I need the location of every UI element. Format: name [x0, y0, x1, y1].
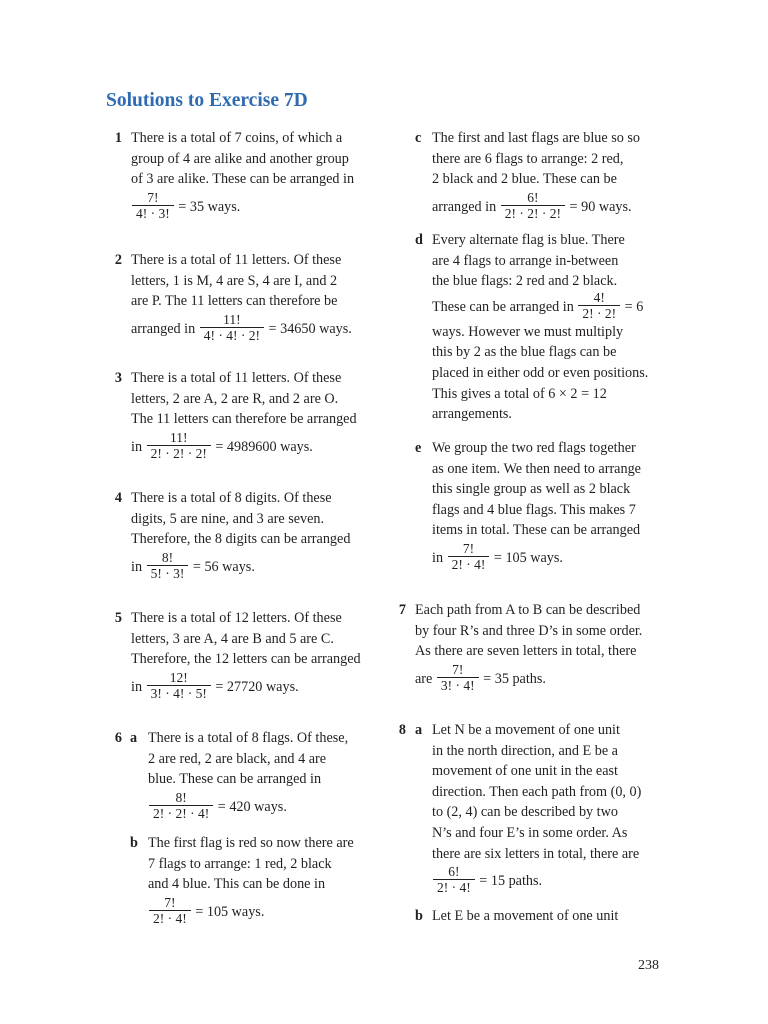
- solution-text: [131, 488, 350, 584]
- fraction-denominator: 2! · 2!: [578, 305, 620, 321]
- solution-text: [131, 128, 354, 224]
- question-number: 7: [398, 602, 406, 618]
- text-line: Therefore, the 12 letters can be arranged: [131, 651, 361, 668]
- fraction-numerator: 12!: [169, 670, 188, 686]
- text-line: this single group as well as 2 black: [432, 481, 631, 498]
- text-line: there are 6 flags to arrange: 2 red,: [432, 150, 624, 167]
- part-letter: b: [130, 835, 138, 851]
- part-letter: e: [415, 440, 422, 456]
- text-line: of 3 are alike. These can be arranged in: [131, 171, 355, 188]
- fraction-numerator: 6!: [527, 190, 539, 206]
- text-line: There is a total of 12 letters. Of these: [131, 610, 342, 626]
- math-prefix: in: [432, 549, 444, 566]
- math-expression: [131, 312, 352, 346]
- question-number: 1: [114, 130, 122, 146]
- page-number: 238: [638, 958, 659, 973]
- solution-text: [131, 250, 352, 346]
- text-line: 2 are red, 2 are black, and 4 are: [148, 750, 327, 767]
- fraction-denominator: 2! · 2! · 4!: [149, 805, 213, 821]
- solution-text: [432, 720, 641, 898]
- text-line: direction. Then each path from (0, 0): [432, 783, 642, 800]
- math-result: = 105 ways.: [195, 903, 265, 920]
- text-line: to (2, 4) can be described by two: [432, 804, 618, 821]
- text-line: placed in either odd or even positions.: [432, 364, 649, 381]
- text-line: Therefore, the 8 digits can be arranged: [131, 531, 351, 548]
- fraction: [147, 550, 189, 581]
- fraction-denominator: 4! · 4! · 2!: [200, 327, 264, 343]
- text-line: There is a total of 11 letters. Of these: [131, 252, 342, 268]
- math-result: = 105 ways.: [493, 549, 563, 566]
- fraction: [147, 670, 211, 701]
- math-expression: [131, 430, 357, 464]
- math-prefix: are: [415, 670, 433, 687]
- text-line: items in total. These can be arranged: [432, 522, 641, 539]
- fraction-numerator: 11!: [169, 430, 188, 446]
- fraction-numerator: 4!: [593, 290, 605, 306]
- text-line: There is a total of 7 coins, of which a: [131, 130, 343, 146]
- fraction: [149, 790, 213, 821]
- fraction: [149, 895, 191, 926]
- fraction: [448, 541, 490, 572]
- fraction-numerator: 7!: [452, 662, 464, 678]
- text-line: in the north direction, and E be a: [432, 742, 618, 759]
- text-line: movement of one unit in the east: [432, 763, 618, 780]
- text-line: and 4 blue. This can be done in: [148, 876, 326, 893]
- fraction: [147, 430, 211, 461]
- math-prefix: These can be arranged in: [432, 298, 574, 315]
- math-result: = 56 ways.: [192, 558, 255, 575]
- fraction-denominator: 3! · 4! · 5!: [147, 685, 211, 701]
- text-line: this by 2 as the blue flags can be: [432, 344, 617, 361]
- solution-text: [131, 608, 361, 704]
- fraction-numerator: 6!: [448, 864, 460, 880]
- text-line: letters, 3 are A, 4 are B and 5 are C.: [131, 630, 334, 647]
- text-line: digits, 5 are nine, and 3 are seven.: [131, 510, 325, 527]
- text-line: arrangements.: [432, 406, 512, 423]
- math-result: = 90 ways.: [569, 198, 632, 215]
- solution-text: [432, 906, 618, 927]
- part-letter: c: [415, 130, 422, 146]
- solution-text: [432, 230, 648, 425]
- solution-text: [432, 128, 640, 224]
- text-line: The 11 letters can therefore be arranged: [131, 411, 357, 428]
- fraction: [578, 290, 620, 321]
- math-result: = 27720 ways.: [215, 678, 299, 695]
- text-line: There is a total of 11 letters. Of these: [131, 370, 342, 386]
- text-line: The first and last flags are blue so so: [432, 130, 641, 146]
- math-prefix: arranged in: [432, 198, 497, 215]
- question-number: 8: [398, 722, 406, 738]
- fraction: [501, 190, 565, 221]
- solution-text: [148, 728, 348, 824]
- math-expression: [131, 670, 361, 704]
- text-line: Let N be a movement of one unit: [432, 722, 620, 738]
- part-letter: d: [415, 232, 423, 248]
- fraction-denominator: 3! · 4!: [437, 677, 479, 693]
- part-letter: b: [415, 908, 423, 924]
- fraction-denominator: 2! · 2! · 2!: [147, 445, 211, 461]
- text-line: as one item. We then need to arrange: [432, 460, 641, 477]
- fraction-numerator: 8!: [161, 550, 174, 566]
- text-line: blue. These can be arranged in: [148, 771, 322, 788]
- text-line: are 4 flags to arrange in-between: [432, 252, 619, 269]
- text-line: 2 black and 2 blue. These can be: [432, 171, 617, 188]
- question-number: 5: [114, 610, 122, 626]
- fraction-numerator: 7!: [147, 190, 159, 206]
- fraction-numerator: 7!: [164, 895, 176, 911]
- fraction-denominator: 2! · 4!: [149, 910, 191, 926]
- math-expression: [148, 895, 354, 929]
- math-prefix: arranged in: [131, 320, 196, 337]
- math-expression: [131, 550, 350, 584]
- text-line: ways. However we must multiply: [432, 323, 624, 340]
- text-line: N’s and four E’s in some order. As: [432, 824, 628, 841]
- math-expression: [432, 190, 640, 224]
- math-expression: [432, 864, 641, 898]
- text-line: We group the two red flags together: [432, 440, 636, 456]
- text-line: The first flag is red so now there are: [148, 835, 354, 851]
- text-line: there are six letters in total, there are: [432, 845, 640, 862]
- text-line: flags and 4 blue flags. This makes 7: [432, 501, 636, 518]
- fraction-numerator: 11!: [223, 312, 241, 328]
- question-number: 4: [114, 490, 122, 506]
- fraction-denominator: 2! · 4!: [448, 556, 490, 572]
- math-expression: [432, 292, 648, 322]
- fraction-denominator: 5! · 3!: [147, 565, 189, 581]
- text-line: There is a total of 8 digits. Of these: [131, 490, 332, 506]
- text-line: Each path from A to B can be described: [415, 602, 641, 618]
- part-letter: a: [130, 730, 138, 746]
- math-result: = 6: [624, 298, 644, 315]
- solution-text: [432, 438, 641, 575]
- text-line: by four R’s and three D’s in some order.: [415, 622, 643, 639]
- fraction-numerator: 8!: [175, 790, 187, 806]
- text-line: Let E be a movement of one unit: [432, 908, 619, 924]
- text-line: group of 4 are alike and another group: [131, 150, 349, 167]
- text-line: There is a total of 8 flags. Of these,: [148, 730, 349, 746]
- question-number: 3: [114, 370, 122, 386]
- page-title: Solutions to Exercise 7D: [106, 90, 308, 111]
- math-result: = 420 ways.: [217, 798, 287, 815]
- math-prefix: in: [131, 558, 143, 575]
- math-expression: [415, 662, 642, 696]
- math-prefix: in: [131, 678, 143, 695]
- fraction-numerator: 7!: [462, 541, 475, 557]
- fraction-denominator: 2! · 2! · 2!: [501, 205, 565, 221]
- math-result: = 35 paths.: [483, 670, 546, 687]
- math-expression: [131, 190, 354, 224]
- math-prefix: in: [131, 438, 143, 455]
- text-line: letters, 1 is M, 4 are S, 4 are I, and 2: [131, 272, 338, 289]
- solution-text: [131, 368, 357, 464]
- text-line: are P. The 11 letters can therefore be: [131, 293, 338, 310]
- math-result: = 4989600 ways.: [215, 438, 313, 455]
- fraction: [433, 864, 475, 895]
- text-line: Every alternate flag is blue. There: [432, 232, 625, 248]
- fraction: [132, 190, 174, 221]
- question-number: 2: [114, 252, 122, 268]
- math-result: = 15 paths.: [479, 873, 543, 890]
- text-line: This gives a total of 6 × 2 = 12: [432, 385, 607, 402]
- text-line: letters, 2 are A, 2 are R, and 2 are O.: [131, 390, 339, 407]
- solution-text: [415, 600, 642, 696]
- text-line: the blue flags: 2 red and 2 black.: [432, 273, 618, 290]
- text-line: As there are seven letters in total, there: [415, 643, 637, 660]
- math-expression: [148, 790, 348, 824]
- fraction-denominator: 2! · 4!: [433, 879, 475, 895]
- math-result: = 34650 ways.: [268, 320, 352, 337]
- fraction: [437, 662, 479, 693]
- fraction-denominator: 4! · 3!: [132, 205, 174, 221]
- solution-text: [148, 833, 354, 929]
- text-line: 7 flags to arrange: 1 red, 2 black: [148, 855, 332, 872]
- question-number: 6: [114, 730, 122, 746]
- fraction: [200, 312, 264, 343]
- math-expression: [432, 541, 641, 575]
- part-letter: a: [415, 722, 423, 738]
- math-result: = 35 ways.: [178, 198, 241, 215]
